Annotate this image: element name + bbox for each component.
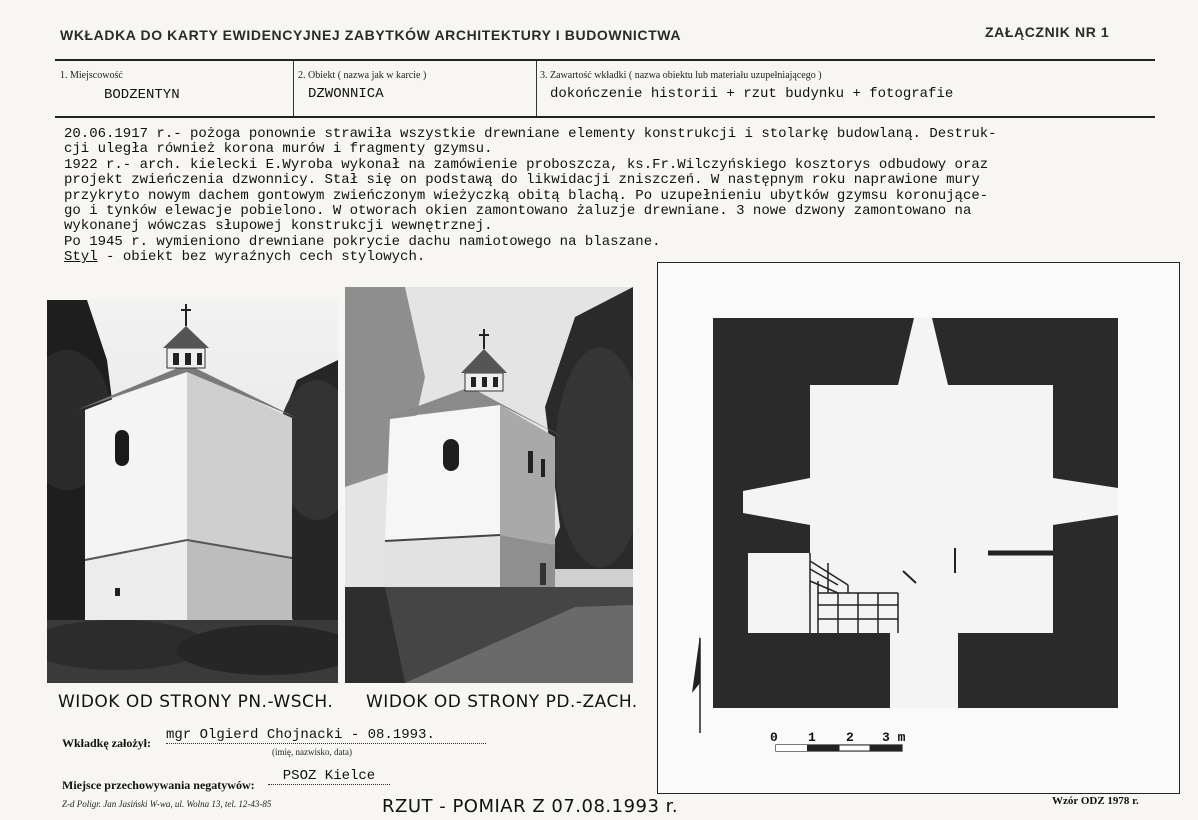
- history-line: 1922 r.- arch. kielecki E.Wyroba wykonał na zamówienie proboszcza, ks.Fr.Wilczyńskiego kosztorys odbudowy oraz: [64, 156, 989, 173]
- history-line: Po 1945 r. wymieniono drewniane pokrycie dachu namiotowego na blaszane.: [64, 233, 661, 250]
- fields-bottom-rule: [55, 116, 1155, 118]
- location-label: 1. Miejscowość: [60, 70, 123, 81]
- author-value: mgr Olgierd Chojnacki - 08.1993.: [166, 727, 486, 744]
- storage-value: PSOZ Kielce: [268, 768, 390, 785]
- style-description: - obiekt bez wyraźnych cech stylowych.: [97, 249, 426, 266]
- printer-credit: Z-d Poligr. Jan Jasiński W-wa, ul. Wolna 13, tel. 12-43-85: [62, 799, 272, 809]
- scale-label-2: 2: [846, 730, 854, 745]
- history-line: go i tynków elewacje pobielono. W otworach okien zamontowano żaluzje drewniane. 3 nowe dzwony zamontowano na: [64, 203, 972, 220]
- photo-southwest-view: [345, 287, 633, 683]
- scale-label-0: 0: [770, 730, 778, 745]
- attachment-number: ZAŁĄCZNIK NR 1: [985, 24, 1110, 40]
- bell-tower-photo-1: [47, 300, 338, 683]
- photo2-caption: WIDOK OD STRONY PD.-ZACH.: [366, 692, 638, 712]
- photo1-caption: WIDOK OD STRONY PN.-WSCH.: [58, 692, 334, 712]
- history-line: 20.06.1917 r.- pożoga ponownie strawiła wszystkie drewniane elementy konstrukcji i stolarkę budowlaną. Destruk-: [64, 126, 997, 142]
- scale-label-3: 3 m: [882, 730, 906, 745]
- storage-label: Miejsce przechowywania negatywów:: [62, 778, 255, 792]
- style-label: Styl: [64, 249, 98, 266]
- floor-plan-frame: [657, 262, 1180, 794]
- object-label: 2. Obiekt ( nazwa jak w karcie ): [298, 70, 427, 81]
- history-line: wykonanej wówczas słupowej konstrukcji wewnętrznej.: [64, 218, 493, 235]
- author-hint: (imię, nazwisko, data): [272, 747, 352, 757]
- author-label: Wkładkę założył:: [62, 736, 151, 750]
- location-value: BODZENTYN: [104, 87, 180, 103]
- field-divider-2: [536, 61, 537, 116]
- contents-label: 3. Zawartość wkładki ( nazwa obiektu lub materiału uzupełniającego ): [540, 70, 822, 81]
- scale-label-1: 1: [808, 730, 816, 745]
- form-title: WKŁADKA DO KARTY EWIDENCYJNEJ ZABYTKÓW ARCHITEKTURY I BUDOWNICTWA: [60, 27, 682, 43]
- floor-plan-drawing: [658, 263, 1178, 792]
- history-line: projekt zwieńczenia dzwonnicy. Stał się on podstawą do likwidacji zniszczeń. W następnym roku naprawione mury: [64, 172, 980, 189]
- bell-tower-photo-2: [345, 287, 633, 683]
- object-value: DZWONNICA: [308, 86, 384, 102]
- top-rule: [55, 59, 1155, 61]
- form-code: Wzór ODZ 1978 r.: [1052, 795, 1139, 807]
- photo-northeast-view: [47, 300, 338, 683]
- plan-measurement-note: RZUT - POMIAR Z 07.08.1993 r.: [382, 796, 679, 817]
- field-divider-1: [293, 61, 294, 116]
- contents-value: dokończenie historii + rzut budynku + fotografie: [550, 86, 954, 102]
- history-line: cji uległa również korona murów i fragmenty gzymsu.: [64, 141, 493, 158]
- history-line: przykryto nowym dachem gontowym zwieńczonym wieżyczką obitą blachą. Po uzupełnieniu ubytków gzymsu koronujące-: [64, 187, 989, 204]
- history-text: [64, 127, 1154, 266]
